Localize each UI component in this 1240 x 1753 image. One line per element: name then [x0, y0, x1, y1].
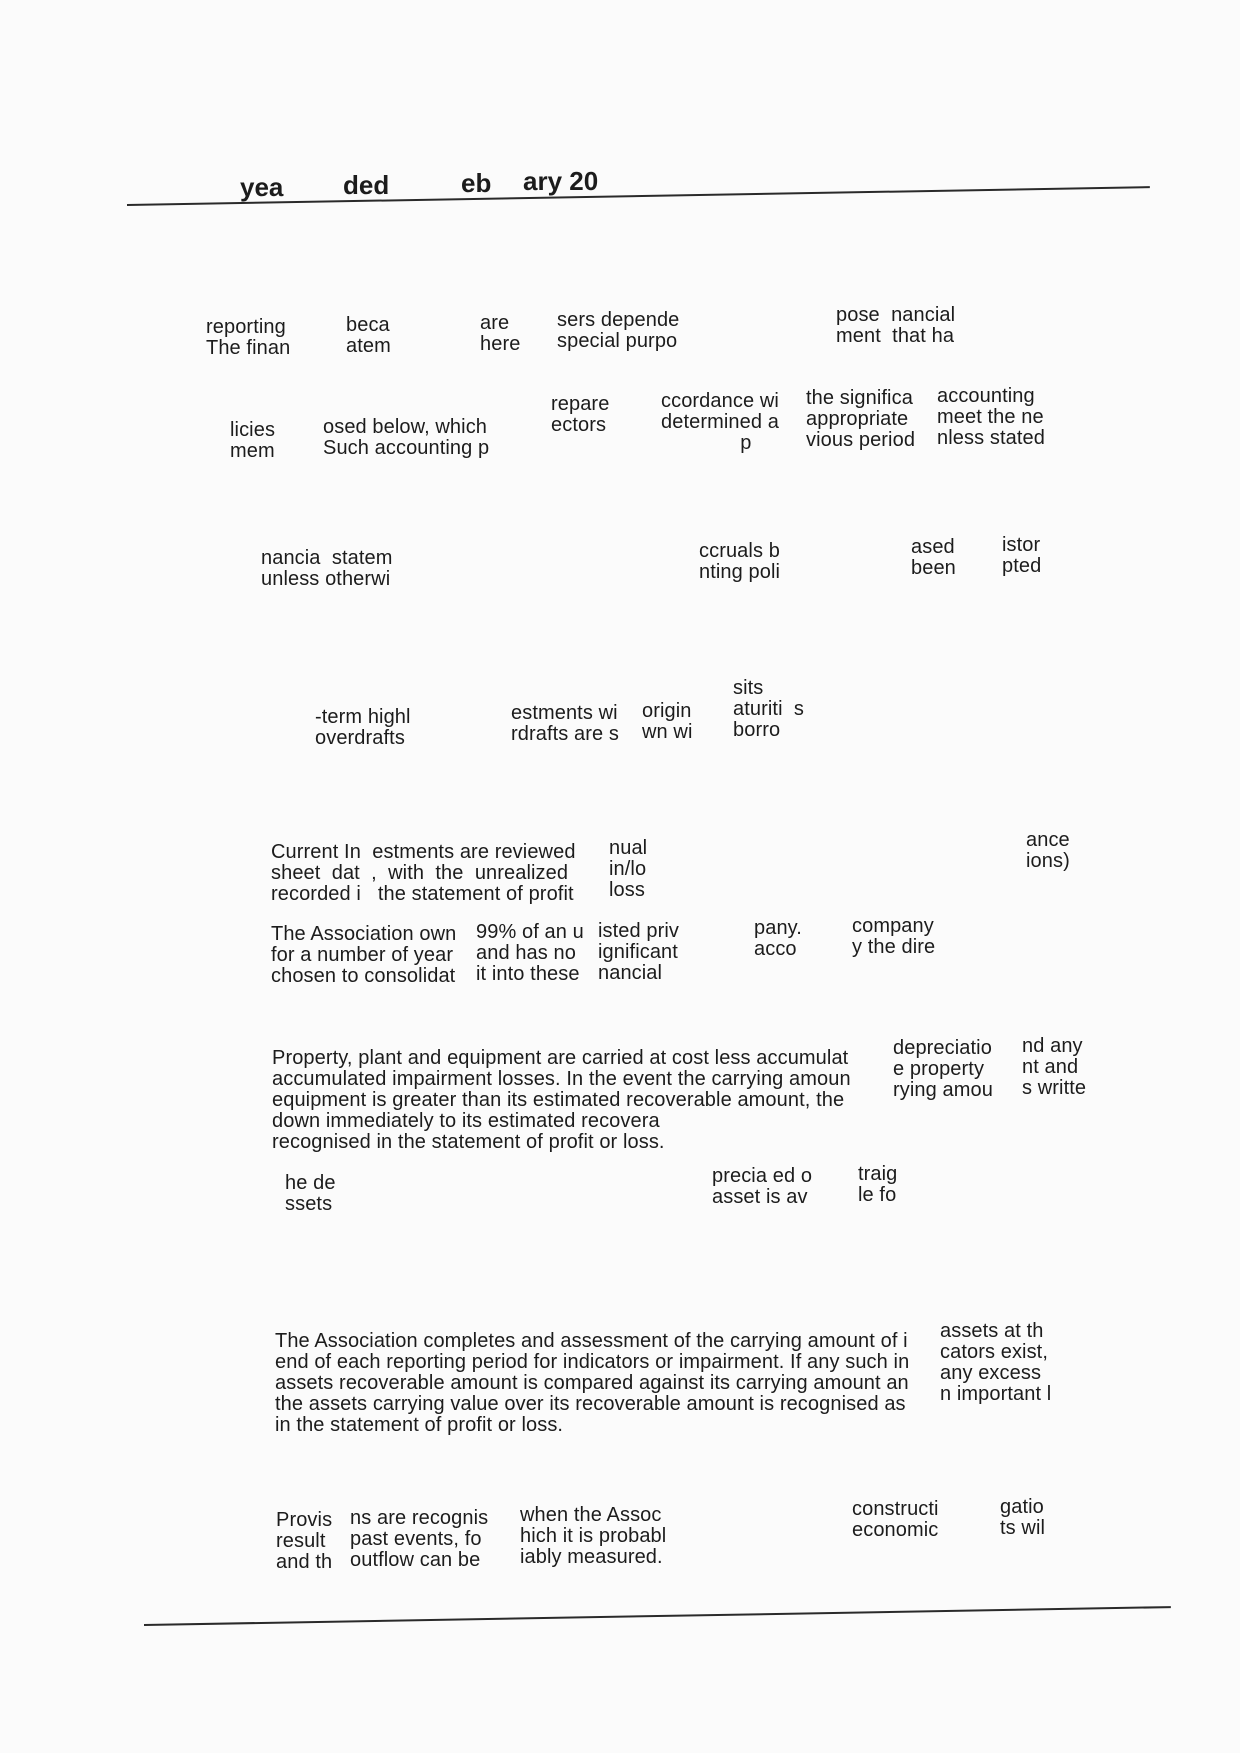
text-fragment: ccordance wi determined a p [661, 390, 779, 454]
text-fragment: estments wi rdrafts are s [511, 702, 619, 745]
text-fragment: The Association completes and assessment of the carrying amount of i end of each reporting period for indicators or impairment. If any such in assets recoverable amount is compared against its carrying amount an the assets carrying value over its recoverable amount is recognised as in the statement of profit or loss. [275, 1330, 910, 1436]
text-fragment: gatio ts wil [1000, 1496, 1046, 1539]
text-fragment: traig le fo [858, 1163, 898, 1206]
text-fragment: the significa appropriate vious period [806, 387, 916, 451]
text-fragment: assets at th cators exist, any excess n important l [940, 1320, 1052, 1405]
text-fragment: nancia statem unless otherwi [261, 547, 393, 590]
text-fragment: 99% of an u and has no it into these [476, 921, 584, 985]
header-title-part: ary 20 [523, 166, 599, 196]
text-fragment: pose nancial ment that ha [836, 304, 956, 347]
text-fragment: origin wn wi [642, 700, 693, 743]
text-fragment: ased been [911, 536, 956, 579]
text-fragment: repare ectors [551, 393, 610, 436]
text-fragment: company y the dire [852, 915, 936, 958]
footer-rule [144, 1606, 1171, 1626]
text-fragment: sits aturiti s borro [733, 677, 805, 741]
text-fragment: licies mem [230, 419, 276, 462]
text-fragment: Provis result and th [276, 1509, 333, 1573]
text-fragment: beca atem [346, 314, 391, 357]
text-fragment: ccruals b nting poli [699, 540, 781, 583]
text-fragment: are here [480, 312, 521, 355]
header-title-part: eb [461, 168, 492, 198]
text-fragment: pany. acco [754, 917, 802, 960]
text-fragment: reporting The finan [206, 316, 291, 359]
text-fragment: ance ions) [1026, 829, 1070, 872]
text-fragment: precia ed o asset is av [712, 1165, 813, 1208]
text-fragment: accounting meet the ne nless stated [937, 385, 1045, 449]
text-fragment: The Association own for a number of year chosen to consolidat [271, 923, 457, 987]
text-fragment: isted priv ignificant nancial [598, 920, 680, 984]
text-fragment: nd any nt and s writte [1022, 1035, 1087, 1099]
header-title-part: ded [343, 170, 390, 200]
text-fragment: Property, plant and equipment are carried at cost less accumulat accumulated impairment losses. In the event the carrying amoun equipment is greater than its estimated recoverable amount, the down immediately to its estimated recovera recognised in the statement of profit or loss. [272, 1047, 851, 1153]
text-fragment: he de ssets [285, 1172, 336, 1215]
text-fragment: -term highl overdrafts [315, 706, 411, 749]
text-fragment: depreciatio e property rying amou [893, 1037, 993, 1101]
text-fragment: istor pted [1002, 534, 1042, 577]
text-fragment: when the Assoc hich it is probabl iably measured. [520, 1504, 667, 1568]
header-title-part: yea [240, 172, 284, 202]
text-fragment: sers depende special purpo [557, 309, 680, 352]
text-fragment: Current In estments are reviewed sheet dat , with the unrealized recorded i the statement of profit [271, 841, 576, 905]
text-fragment: osed below, which Such accounting p [323, 416, 490, 459]
text-fragment: nual in/lo loss [609, 837, 648, 901]
text-fragment: constructi economic [852, 1498, 939, 1541]
text-fragment: ns are recognis past events, fo outflow can be [350, 1507, 489, 1571]
